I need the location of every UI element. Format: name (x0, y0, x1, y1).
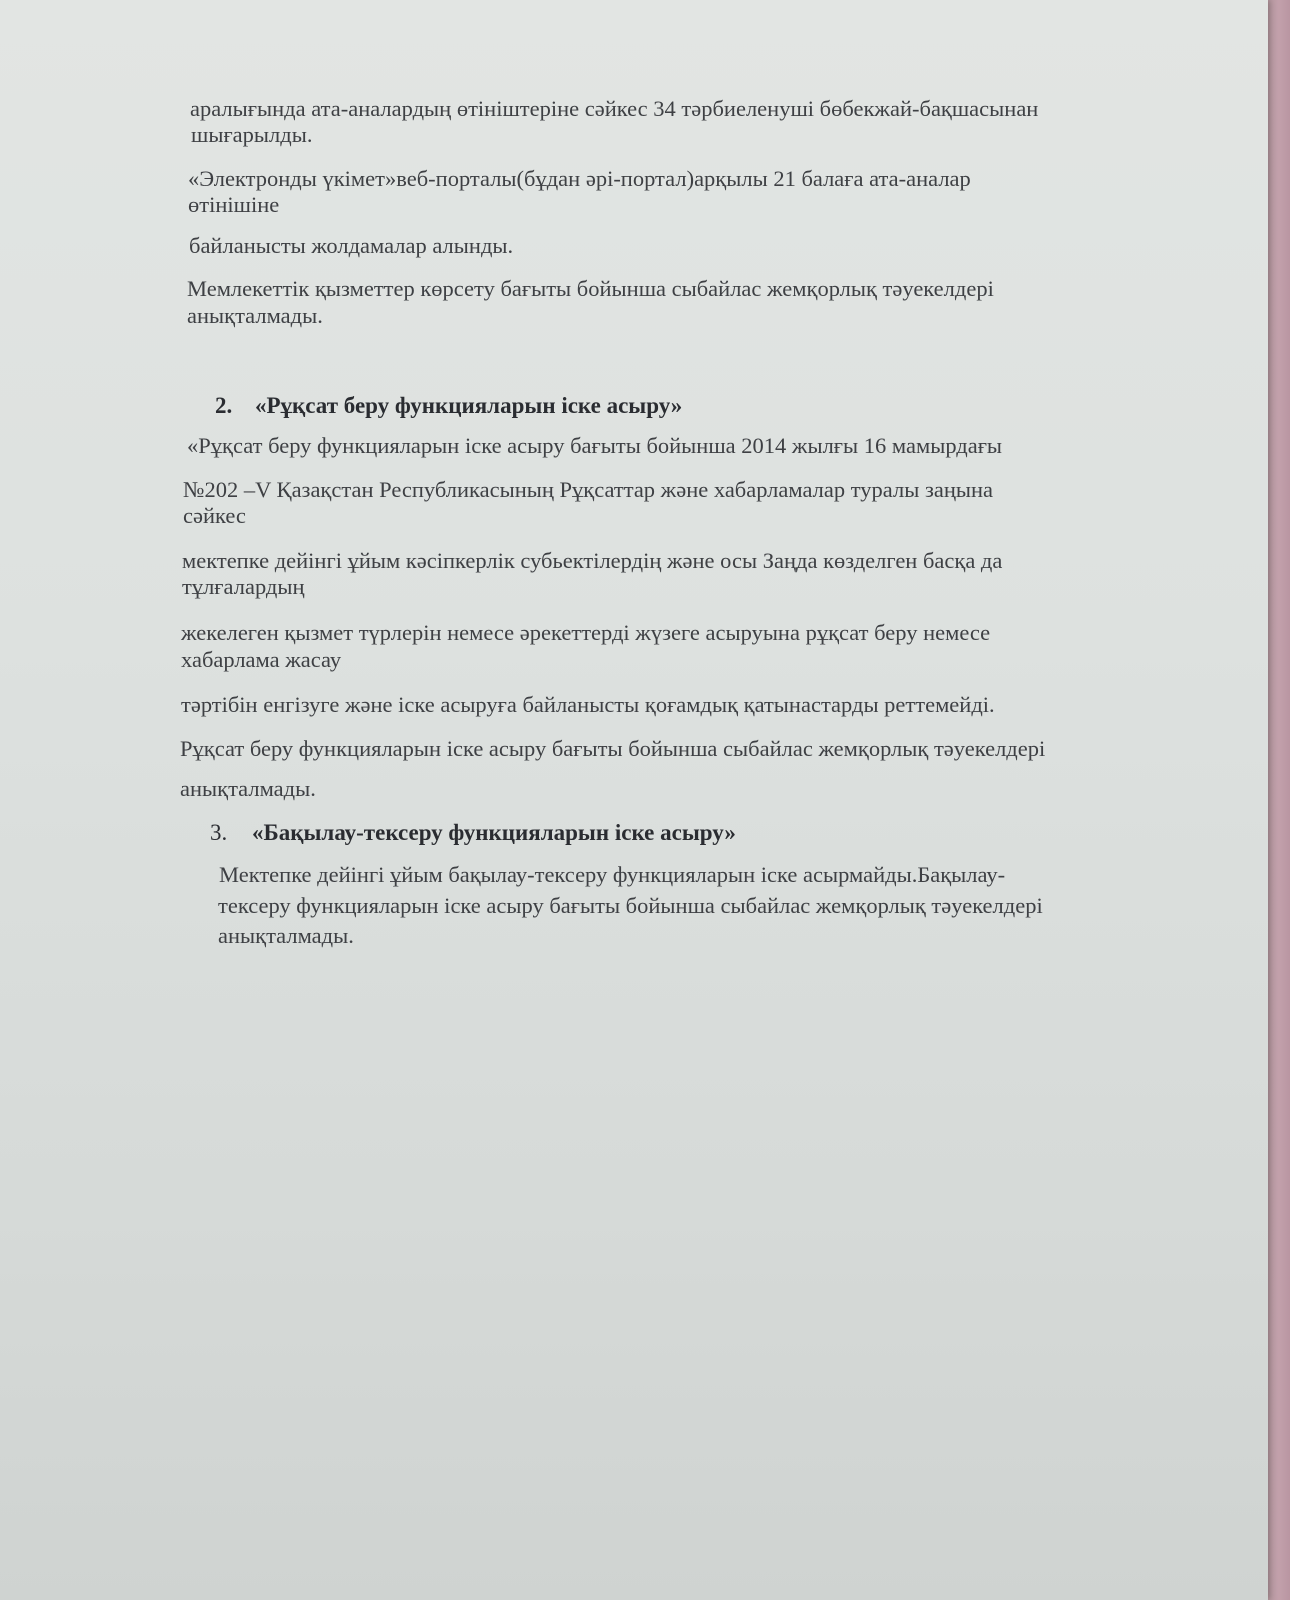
section-title: «Бақылау-тексеру функцияларын іске асыру» (252, 820, 736, 845)
paragraph-line: жекелеген қызмет түрлерін немесе әрекеттерді жүзеге асыруына рұқсат беру немесе (181, 620, 991, 645)
paragraph-line: «Электронды үкімет»веб-порталы(бұдан әрі-портал)арқылы 21 балаға ата-аналар (188, 166, 971, 191)
paragraph-line: өтінішіне (188, 192, 280, 217)
paragraph-line: Мемлекеттік қызметтер көрсету бағыты бойынша сыбайлас жемқорлық тәуекелдері (187, 276, 994, 301)
section-heading (215, 393, 682, 419)
paragraph-line: Рұқсат беру функцияларын іске асыру бағыты бойынша сыбайлас жемқорлық тәуекелдері (180, 736, 1046, 761)
paragraph-line: анықталмады. (187, 303, 323, 328)
section-title: «Рұқсат беру функцияларын іске асыру» (255, 393, 683, 418)
paragraph-line: тұлғалардың (182, 574, 305, 599)
paragraph-line: хабарлама жасау (181, 647, 342, 672)
paragraph-line: №202 –V Қазақстан Республикасының Рұқсаттар және хабарламалар туралы заңына (183, 477, 994, 502)
section-heading (210, 820, 736, 846)
paragraph-line: байланысты жолдамалар алынды. (189, 233, 514, 258)
paragraph-line: анықталмады. (180, 776, 316, 801)
paragraph-line: аралығында ата-аналардың өтініштеріне сәйкес 34 тәрбиеленуші бөбекжай-бақшасынан (190, 96, 1039, 121)
paragraph-line: тәртібін енгізуге және іске асыруға байланысты қоғамдық қатынастарды реттемейді. (181, 692, 995, 717)
paragraph-line: шығарылды. (191, 122, 313, 147)
section-number: 3. (210, 820, 228, 845)
paragraph-line: «Рұқсат беру функцияларын іске асыру бағыты бойынша 2014 жылғы 16 мамырдағы (187, 433, 1003, 458)
page-edge-background (1268, 0, 1290, 1600)
paragraph-line: Мектепке дейінгі ұйым бақылау-тексеру функцияларын іске асырмайды.Бақылау- (219, 862, 1006, 887)
paragraph-line: сәйкес (183, 503, 246, 528)
section-number: 2. (215, 393, 233, 418)
paragraph-line: мектепке дейінгі ұйым кәсіпкерлік субьектілердің және осы Заңда көзделген басқа да (182, 548, 1003, 573)
paragraph-line: тексеру функцияларын іске асыру бағыты бойынша сыбайлас жемқорлық тәуекелдері (218, 893, 1043, 918)
paragraph-line: анықталмады. (218, 923, 354, 948)
